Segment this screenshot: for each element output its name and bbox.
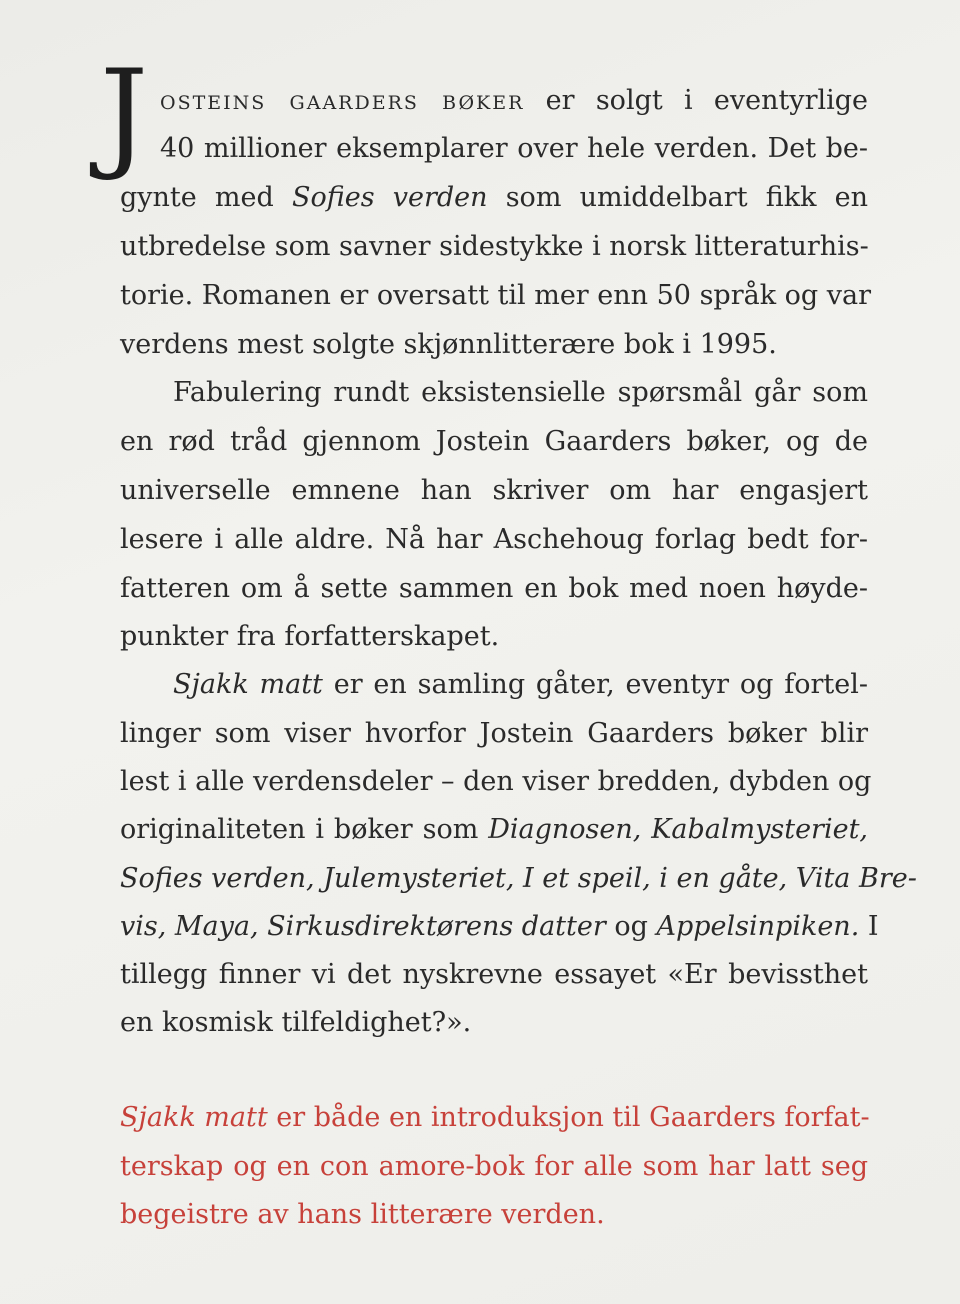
text-span: er en samling gåter, eventyr og fortel- xyxy=(322,669,868,700)
drop-cap: J xyxy=(100,45,149,184)
book-titles: Sofies verden, Julemysteriet, I et speil, i en gåte, Vita Bre- xyxy=(120,863,917,894)
text-line: begeistre av hans litterære verden. xyxy=(120,1199,605,1230)
text-line xyxy=(120,862,917,896)
text-line: lest i alle verdensdeler – den viser bredden, dybden og xyxy=(120,766,872,797)
text-line: terskap og en con amore-bok for alle som har latt seg xyxy=(120,1151,868,1182)
text-line: tillegg finner vi det nyskrevne essayet «Er bevissthet xyxy=(120,959,868,990)
text-line xyxy=(120,181,868,215)
text-span: er solgt i eventyrlige xyxy=(524,85,869,116)
text-line: universelle emnene han skriver om har engasjert xyxy=(120,475,868,506)
book-title: Sjakk matt xyxy=(173,669,323,700)
text-line: verdens mest solgte skjønnlitterære bok i 1995. xyxy=(120,329,777,360)
text-span: gynte med xyxy=(120,182,292,213)
text-line: punkter fra forfatterskapet. xyxy=(120,621,500,652)
text-line: en rød tråd gjennom Jostein Gaarders bøker, og de xyxy=(120,426,868,457)
text-line: fatteren om å sette sammen en bok med noen høyde- xyxy=(120,573,868,604)
text-line: linger som viser hvorfor Jostein Gaarders bøker blir xyxy=(120,718,868,749)
book-title: Appelsinpiken. xyxy=(656,911,860,942)
book-titles: vis, Maya, Sirkusdirektørens datter xyxy=(120,911,606,942)
text-span: I xyxy=(859,911,879,942)
text-line: torie. Romanen er oversatt til mer enn 50 språk og var xyxy=(120,280,872,311)
text-line: lesere i alle aldre. Nå har Aschehoug forlag bedt for- xyxy=(120,524,868,555)
text-span: er både en introduksjon til Gaarders forfat- xyxy=(267,1102,870,1133)
book-titles: Diagnosen, Kabalmysteriet, xyxy=(488,814,868,845)
book-title: Sofies verden xyxy=(291,182,488,213)
text-span: og xyxy=(605,911,657,942)
text-line: en kosmisk tilfeldighet?». xyxy=(120,1007,472,1038)
text-line xyxy=(160,84,868,118)
book-title: Sjakk matt xyxy=(120,1102,268,1133)
text-line xyxy=(120,1101,868,1135)
text-line: 40 millioner eksemplarer over hele verden. Det be- xyxy=(160,133,868,164)
text-span: som umiddelbart fikk en xyxy=(487,182,868,213)
text-span: originaliteten i bøker som xyxy=(120,814,489,845)
text-line: utbredelse som savner sidestykke i norsk litteraturhis- xyxy=(120,231,869,262)
text-line xyxy=(120,910,879,944)
text-line xyxy=(120,813,868,847)
author-smallcaps: osteins gaarders bøker xyxy=(160,85,525,116)
text-line: Fabulering rundt eksistensielle spørsmål går som xyxy=(173,377,868,408)
text-line xyxy=(173,668,868,702)
